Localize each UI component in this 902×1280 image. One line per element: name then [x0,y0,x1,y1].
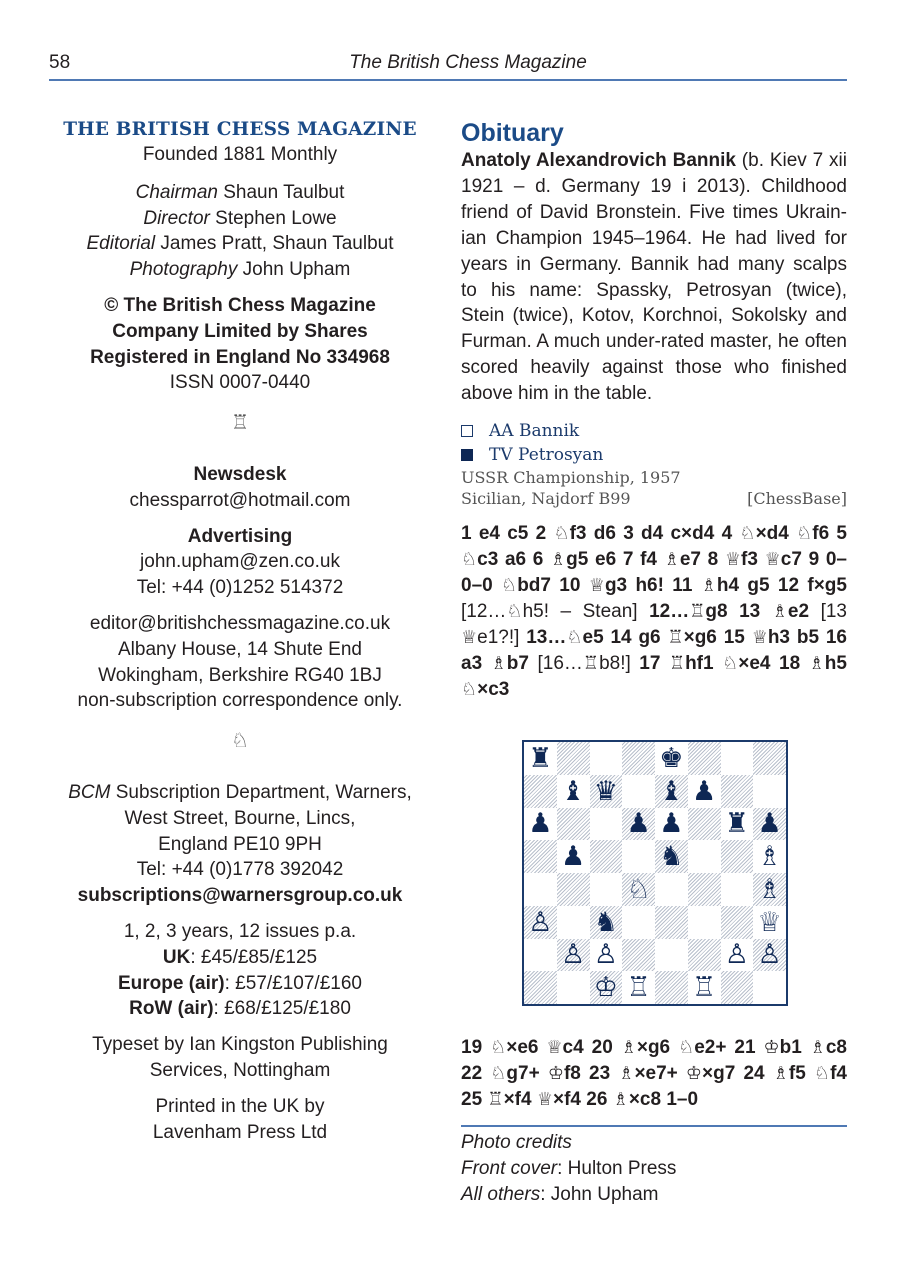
square-d2 [622,939,655,972]
square-f6 [688,808,721,841]
move-text: 12… [649,601,690,623]
game-moves-part-2 [461,1035,847,1113]
square-h7 [753,775,786,808]
move-text: g3 h6! 11 [604,575,701,597]
square-g3 [721,906,754,939]
square-c3 [590,906,623,939]
editor-address-2: Wokingham, Berkshire RG40 1BJ [98,664,382,686]
game-opening: Sicilian, Najdorf B99 [461,489,631,509]
chess-figurine-icon: ♘ [501,575,518,597]
black-knight-icon: ♞ [593,906,618,938]
move-text: hf1 [685,653,723,675]
square-b4 [557,873,590,906]
annotation-text: [13 [809,601,847,623]
game-meta [461,467,847,509]
move-text: c3 a6 6 [477,549,551,571]
move-text: c4 20 [562,1037,621,1058]
move-text: ×e6 [506,1037,547,1058]
chess-figurine-icon: ♗ [771,601,788,623]
square-b6 [557,808,590,841]
subscription-tel: Tel: +44 (0)1778 392042 [136,859,344,881]
masthead-title: THE BRITISH CHESS MAGAZINE [63,119,417,140]
pricing-block [49,919,431,1022]
subscription-line-2: West Street, Bourne, Lincs, [124,807,356,829]
chess-figurine-icon: ♗ [809,1037,826,1058]
chess-figurine-icon: ♖ [582,653,600,675]
chess-figurine-icon: ♘ [461,549,478,571]
move-text: ×c8 1–0 [628,1089,699,1110]
black-pawn-icon: ♟ [528,808,553,840]
square-e4 [655,873,688,906]
square-c8 [590,742,623,775]
square-c7 [590,775,623,808]
square-f8 [688,742,721,775]
move-text: f8 23 [563,1063,619,1084]
chess-board [524,742,786,1004]
chess-figurine-icon: ♘ [490,1037,507,1058]
move-text: ×f4 [503,1089,537,1110]
move-text: g5 e6 7 f4 [566,549,664,571]
page-number: 58 [49,52,71,73]
chess-figurine-icon: ♖ [689,601,706,623]
square-f7 [688,775,721,808]
chess-figurine-icon: ♕ [751,627,768,649]
subscription-line-1: BCM Subscription Department, Warners, [68,781,412,803]
editor-block [49,611,431,714]
move-text: bd7 10 [517,575,589,597]
move-text: h4 g5 12 f×g5 [716,575,847,597]
chess-figurine-icon: ♕ [764,549,781,571]
square-d6 [622,808,655,841]
staff-chairman: Chairman Shaun Taulbut [135,181,345,203]
game-source: [ChessBase] [747,489,847,509]
printer-block [49,1094,431,1146]
chess-figurine-icon: ♗ [772,1063,789,1084]
printer-line-2: Lavenham Press Ltd [152,1121,328,1143]
credit-all-others: All others: John Upham [461,1184,659,1205]
chess-figurine-icon: ♗ [618,1063,635,1084]
square-d4 [622,873,655,906]
white-rook-icon: ♖ [626,972,651,1004]
square-d3 [622,906,655,939]
square-e7 [655,775,688,808]
square-b5 [557,840,590,873]
square-b2 [557,939,590,972]
square-g6 [721,808,754,841]
staff-director: Director Stephen Lowe [143,207,337,229]
black-king-icon: ♚ [659,742,684,774]
square-d7 [622,775,655,808]
square-f2 [688,939,721,972]
game-event: USSR Championship, 1957 [461,468,681,488]
square-g8 [721,742,754,775]
chess-figurine-icon: ♔ [685,1063,703,1084]
chess-figurine-icon: ♕ [461,627,478,649]
white-pawn-icon: ♙ [757,939,782,971]
registration-line: Registered in England No 334968 [90,346,390,368]
annotation-text: e1?!] [477,627,527,649]
square-a2 [524,939,557,972]
white-rook-icon: ♖ [692,972,717,1004]
square-b1 [557,971,590,1004]
chess-figurine-icon: ♕ [724,549,742,571]
credits-rule [461,1125,847,1127]
obituary-name: Anatoly Alexandrovich Bannik [461,150,736,171]
square-f3 [688,906,721,939]
black-square-icon [461,449,473,461]
black-pawn-icon: ♟ [757,808,782,840]
advertising-tel: Tel: +44 (0)1252 514372 [136,577,344,599]
square-a7 [524,775,557,808]
staff-photography: Photography John Upham [129,259,351,281]
photo-credits-title: Photo credits [461,1132,572,1153]
move-text: 1 e4 c5 2 [461,523,554,545]
chess-figurine-icon: ♘ [490,1063,507,1084]
header-rule [49,79,847,81]
move-text: b7 [506,653,529,675]
subscription-line-3: England PE10 9PH [158,833,322,855]
square-g7 [721,775,754,808]
square-g2 [721,939,754,972]
chess-figurine-icon: ♘ [678,1037,695,1058]
square-c5 [590,840,623,873]
editor-email[interactable]: editor@britishchessmagazine.co.uk [89,612,391,634]
game-opening-row [461,488,847,509]
black-pawn-icon: ♟ [692,775,717,807]
editor-address-1: Albany House, 14 Shute End [117,638,362,660]
chess-figurine-icon: ♗ [620,1037,637,1058]
staff-editorial: Editorial James Pratt, Shaun Taulbut [86,233,394,255]
white-queen-icon: ♕ [757,906,782,938]
company-line: Company Limited by Shares [112,320,368,342]
annotation-text: b8!] [599,653,640,675]
square-a5 [524,840,557,873]
subscription-email[interactable]: subscriptions@warnersgroup.co.uk [77,885,403,907]
square-e2 [655,939,688,972]
move-text: 19 [461,1037,491,1058]
staff-list [49,180,431,283]
move-text: ×c3 [477,679,510,701]
annotation-text: h5! – Stean] [522,601,650,623]
pricing-uk: UK: £45/£85/£125 [162,946,318,968]
square-h5 [753,840,786,873]
move-text: c7 9 0–0–0 [461,549,847,597]
square-e3 [655,906,688,939]
annotation-text: [16… [528,653,583,675]
square-e1 [655,971,688,1004]
advertising-block [49,524,431,601]
square-d8 [622,742,655,775]
chess-figurine-icon: ♘ [566,627,583,649]
move-text: ×e7+ [634,1063,686,1084]
chess-figurine-icon: ♘ [796,523,813,545]
black-bishop-icon: ♝ [659,775,684,807]
black-player: TV Petrosyan [461,443,847,467]
chess-figurine-icon: ♗ [550,549,567,571]
black-rook-icon: ♜ [528,742,553,774]
chess-figurine-icon: ♕ [536,1089,553,1110]
square-f1 [688,971,721,1004]
white-bishop-icon: ♗ [757,841,782,873]
square-d1 [622,971,655,1004]
move-text: 13… [526,627,567,649]
chess-figurine-icon: ♗ [612,1089,629,1110]
typeset-block [49,1032,431,1084]
chess-figurine-icon: ♘ [722,653,739,675]
move-text: c8 22 [461,1037,847,1084]
chess-figurine-icon: ♕ [546,1037,563,1058]
move-text: f5 [788,1063,814,1084]
printer-line-1: Printed in the UK by [155,1095,325,1117]
move-text: f6 5 [812,523,847,545]
move-text: h3 b5 16 a3 [461,627,847,675]
obituary-column [461,118,847,703]
chess-figurine-icon: ♖ [487,1089,504,1110]
black-queen-icon: ♛ [593,775,618,807]
white-square-icon [461,425,473,437]
square-d5 [622,840,655,873]
square-h2 [753,939,786,972]
square-h1 [753,971,786,1004]
square-h6 [753,808,786,841]
square-e6 [655,808,688,841]
white-pawn-icon: ♙ [528,906,553,938]
black-rook-icon: ♜ [724,808,749,840]
subscription-block [49,780,431,909]
square-b7 [557,775,590,808]
typeset-line-1: Typeset by Ian Kingston Publishing [92,1034,388,1056]
square-c6 [590,808,623,841]
square-a3 [524,906,557,939]
white-pawn-icon: ♙ [561,939,586,971]
move-text: h5 [824,653,847,675]
square-c1 [590,971,623,1004]
move-text: f3 d6 3 d4 c×d4 4 [569,523,740,545]
white-knight-icon: ♘ [626,873,651,905]
move-text: e7 8 [679,549,725,571]
chess-figurine-icon: ♘ [461,679,478,701]
running-head-title: The British Chess Magazine [349,52,587,73]
pricing-row: RoW (air): £68/£125/£180 [129,998,351,1020]
chess-figurine-icon: ♘ [506,601,523,623]
chess-figurine-icon: ♗ [490,653,507,675]
white-pawn-icon: ♙ [593,939,618,971]
advertising-label: Advertising [187,525,293,547]
advertising-email[interactable]: john.upham@zen.co.uk [140,551,340,573]
black-bishop-icon: ♝ [561,775,586,807]
chess-figurine-icon: ♔ [547,1063,564,1084]
move-text: g7+ [506,1063,548,1084]
chess-figurine-icon: ♗ [663,549,680,571]
move-text: 17 [639,653,669,675]
copyright-line: © The British Chess Magazine [104,294,376,316]
square-e5 [655,840,688,873]
credit-front-cover: Front cover: Hulton Press [461,1158,677,1179]
knight-icon: ♘ [231,728,249,753]
rook-icon: ♖ [231,410,249,435]
square-g1 [721,971,754,1004]
white-pawn-icon: ♙ [724,939,749,971]
white-player: AA Bannik [461,419,847,443]
founded-line: Founded 1881 Monthly [142,144,338,165]
square-h8 [753,742,786,775]
square-g4 [721,873,754,906]
move-text: ×e4 18 [738,653,809,675]
chess-figurine-icon: ♖ [667,627,684,649]
move-text: b1 [779,1037,810,1058]
chess-figurine-icon: ♘ [553,523,570,545]
square-a8 [524,742,557,775]
chess-figurine-icon: ♕ [588,575,605,597]
square-h4 [753,873,786,906]
square-f5 [688,840,721,873]
move-text: e5 14 g6 [582,627,668,649]
chess-figurine-icon: ♖ [668,653,686,675]
game-moves-part-1 [461,521,847,703]
square-h3 [753,906,786,939]
typeset-line-2: Services, Nottingham [149,1059,331,1081]
square-a6 [524,808,557,841]
square-c2 [590,939,623,972]
company-info [49,293,431,396]
move-text: f4 25 [461,1063,847,1110]
newsdesk-block [49,462,431,514]
square-a4 [524,873,557,906]
obituary-text: Anatoly Alexandrovich Bannik (b. Kiev 7 xii 1921 – d. Germany 19 i 2013). Childhood friend of David Bronstein. Five times Ukrainian Champion 1945–1964. He had lived for years in Germany. Bannik had many scalps to his name: Spassky, Petrosyan (twice), Stein (twice), Kotov, Korchnoi, Sokolsky and Furman. A much under-rated master, he often scored heavily against those who finished above him in the table. [461,150,847,405]
black-knight-icon: ♞ [659,841,684,873]
move-text: ×g7 24 [702,1063,773,1084]
black-pawn-icon: ♟ [561,841,586,873]
black-pawn-icon: ♟ [626,808,651,840]
move-text: ×g6 [636,1037,679,1058]
move-text: ×d4 [755,523,797,545]
square-a1 [524,971,557,1004]
square-f4 [688,873,721,906]
chess-diagram [522,740,788,1006]
editor-note: non-subscription correspondence only. [77,690,403,712]
move-text: ×f4 26 [552,1089,613,1110]
chess-figurine-icon: ♘ [813,1063,831,1084]
move-text: e2+ 21 [694,1037,764,1058]
square-c4 [590,873,623,906]
move-text: ×g6 15 [683,627,752,649]
newsdesk-email[interactable]: chessparrot@hotmail.com [129,489,351,511]
photo-credits [461,1130,847,1208]
pricing-intro: 1, 2, 3 years, 12 issues p.a. [123,920,357,942]
move-text: e2 [787,601,810,623]
square-e8 [655,742,688,775]
pricing-europe: Europe (air): £57/£107/£160 [118,972,362,994]
chess-figurine-icon: ♗ [808,653,825,675]
square-g5 [721,840,754,873]
square-b8 [557,742,590,775]
game-players [461,419,847,467]
chess-figurine-icon: ♔ [763,1037,780,1058]
running-head [49,48,847,78]
annotation-text: [12… [461,601,507,623]
chess-figurine-icon: ♘ [739,523,756,545]
white-bishop-icon: ♗ [757,873,782,905]
black-pawn-icon: ♟ [659,808,684,840]
issn-line: ISSN 0007-0440 [169,372,311,394]
obituary-heading: Obituary [461,119,564,147]
white-king-icon: ♔ [593,972,618,1004]
move-text: g8 13 [705,601,772,623]
newsdesk-label: Newsdesk [193,463,287,485]
masthead-column [49,118,431,1155]
move-text: f3 [741,549,765,571]
chess-figurine-icon: ♗ [700,575,717,597]
square-b3 [557,906,590,939]
